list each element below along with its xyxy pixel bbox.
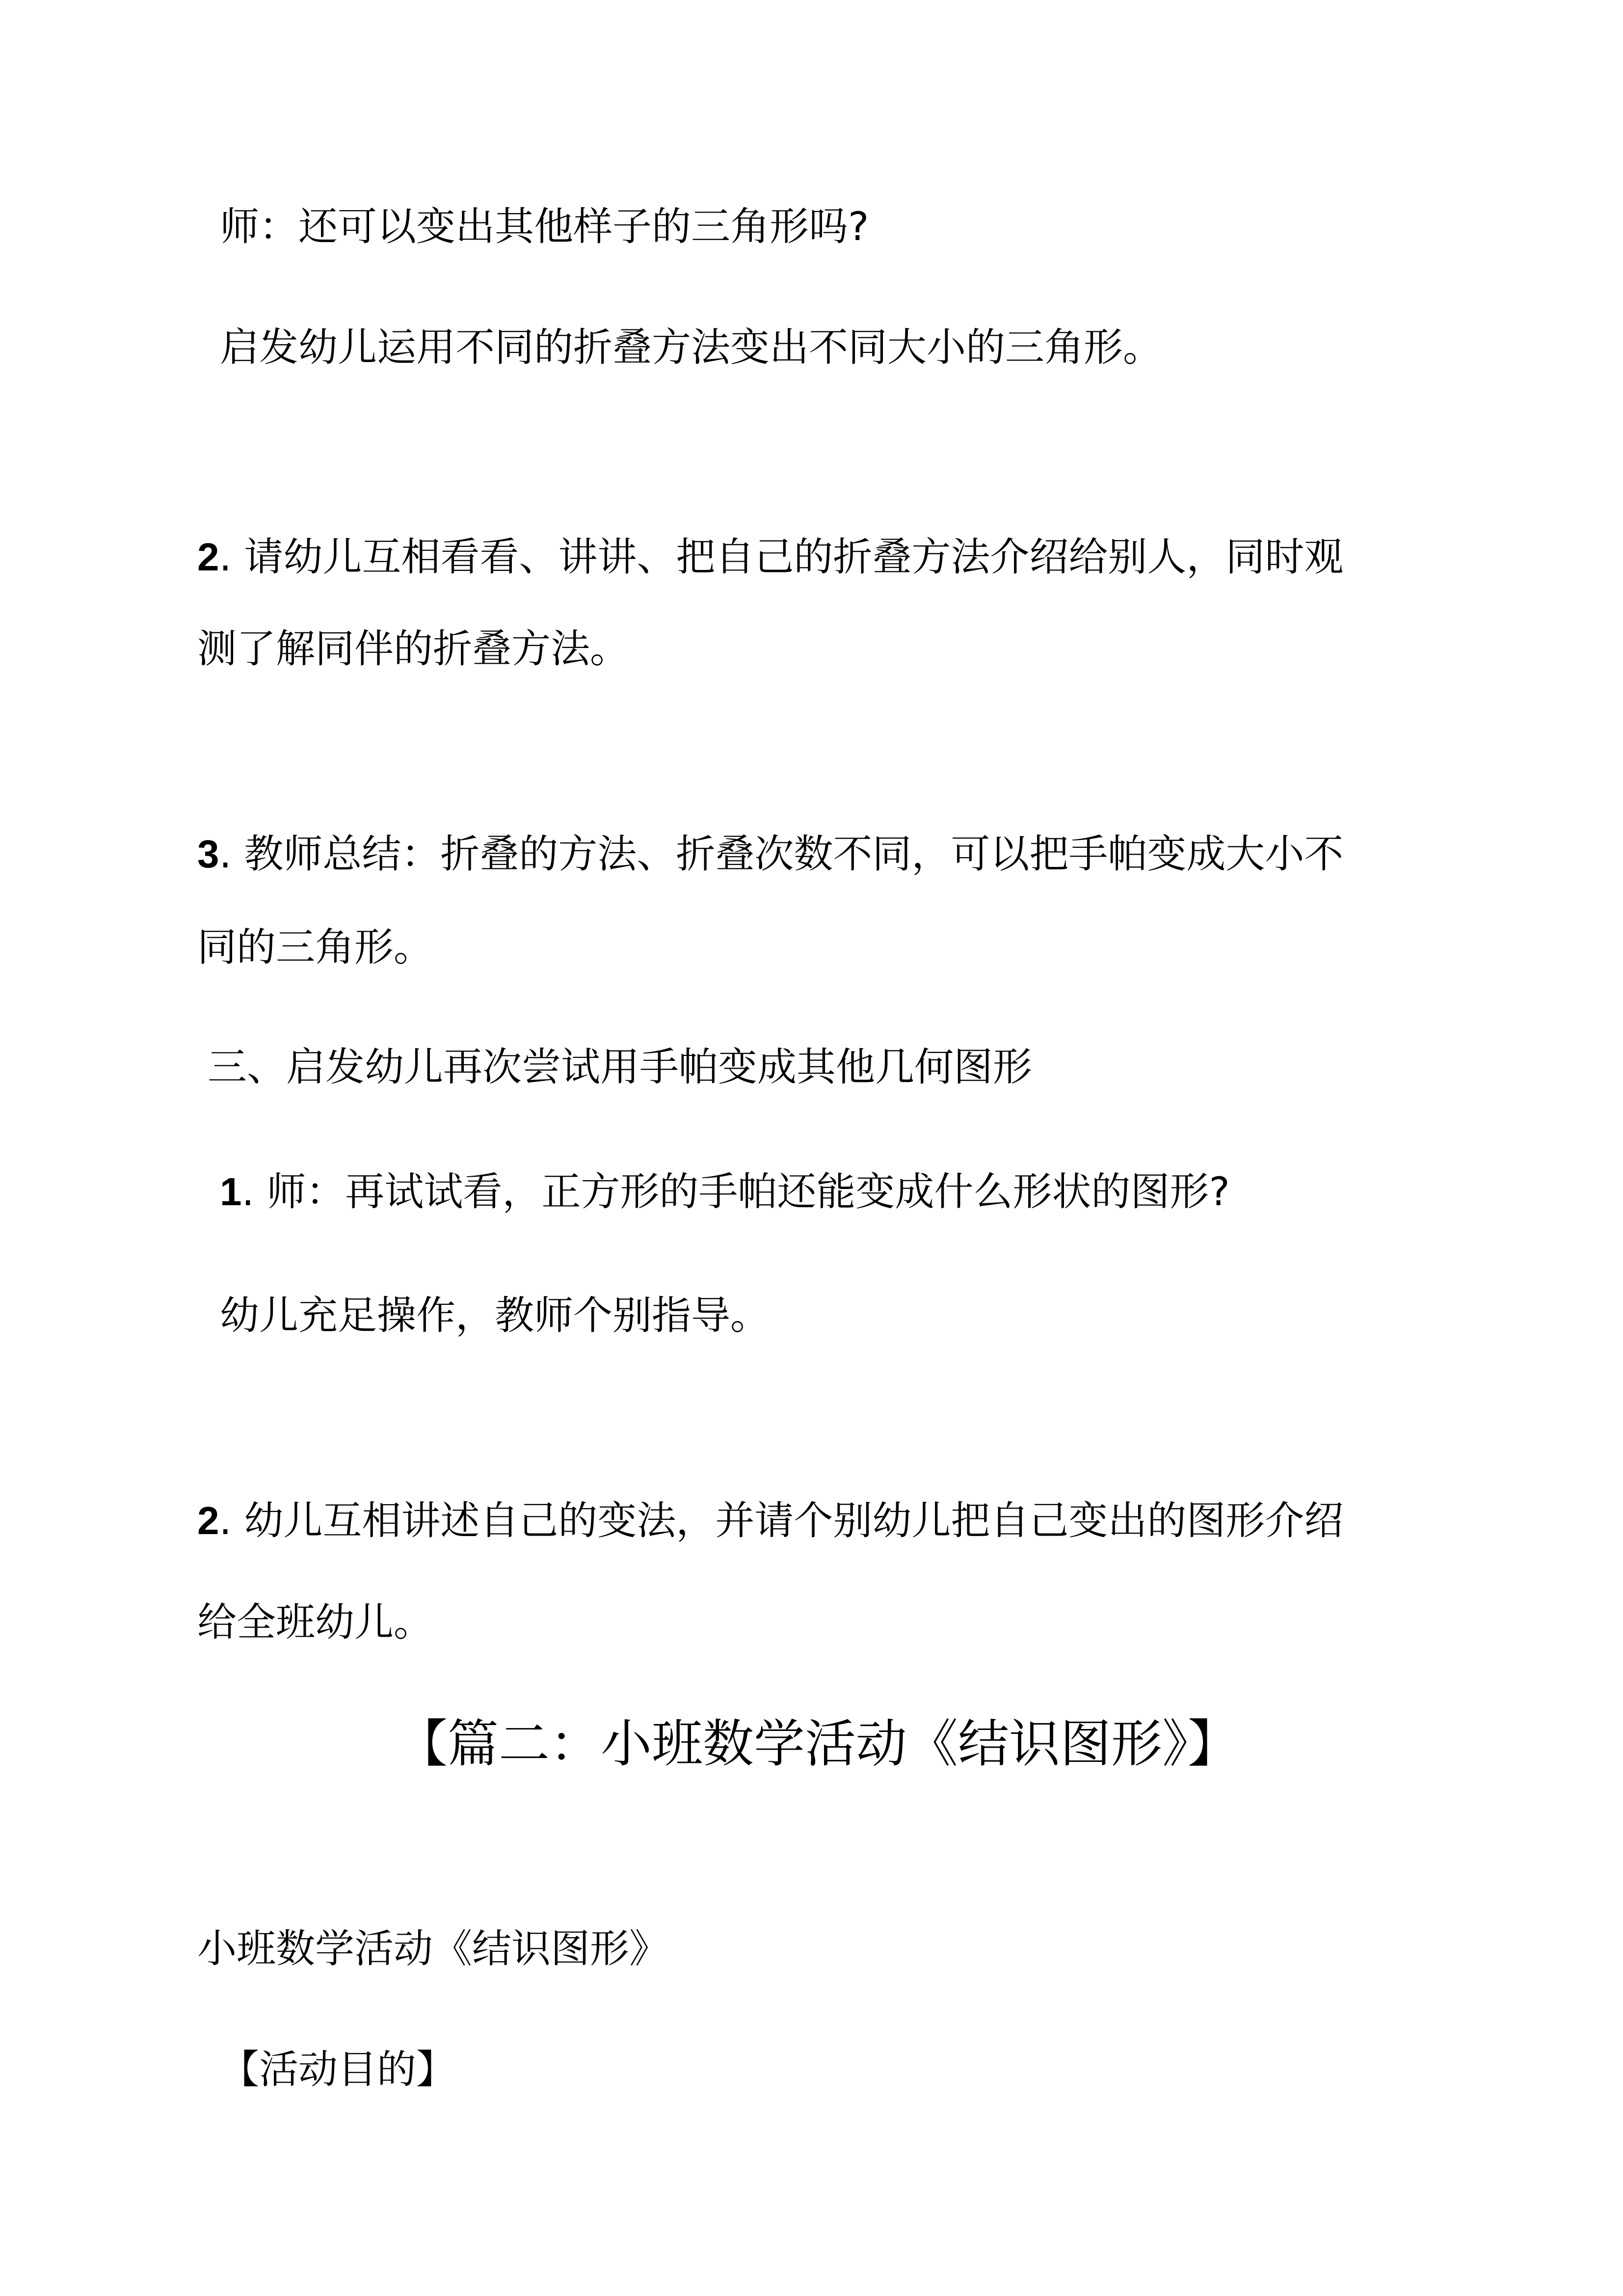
- paragraph-line: [220, 1293, 770, 1338]
- paragraph-line: [220, 324, 1162, 370]
- item-number: 2: [197, 535, 219, 579]
- subtitle-text: 小班数学活动《结识图形》: [197, 1926, 668, 1972]
- item-number: 3: [197, 832, 219, 876]
- item-number: 1: [220, 1170, 242, 1214]
- paragraph-line: [197, 1599, 433, 1645]
- line-text: . 师：再试试看，正方形的手帕还能变成什么形状的图形?: [241, 1169, 1230, 1215]
- line-text: 启发幼儿运用不同的折叠方法变出不同大小的三角形。: [220, 324, 1162, 370]
- line-text: 三、启发幼儿再次尝试用手帕变成其他几何图形: [208, 1044, 1032, 1090]
- line-text: . 幼儿互相讲述自己的变法，并请个别幼儿把自己变出的图形介绍: [219, 1498, 1344, 1543]
- line-text: . 教师总结：折叠的方法、折叠次数不同，可以把手帕变成大小不: [219, 831, 1344, 877]
- numbered-item: [197, 534, 1344, 580]
- item-number: 2: [197, 1499, 219, 1542]
- subheading: [220, 2047, 455, 2092]
- line-text: . 请幼儿互相看看、讲讲、把自己的折叠方法介绍给别人，同时观: [219, 534, 1344, 580]
- numbered-item: [220, 1169, 1230, 1215]
- section-heading-text: 【篇二：小班数学活动《结识图形》】: [397, 1714, 1239, 1774]
- document-subtitle: [197, 1926, 668, 1972]
- paragraph-line: [220, 204, 869, 249]
- line-text: 幼儿充足操作，教师个别指导。: [220, 1293, 770, 1338]
- line-text: 测了解同伴的折叠方法。: [197, 626, 629, 672]
- numbered-item: [197, 831, 1344, 877]
- line-text: 师：还可以变出其他样子的三角形吗?: [220, 204, 869, 249]
- line-text: 同的三角形。: [197, 924, 433, 970]
- paragraph-line: [197, 626, 629, 672]
- section-line: [208, 1044, 1032, 1090]
- section-heading: [397, 1714, 1239, 1774]
- paragraph-line: [197, 924, 433, 970]
- subheading-text: 【活动目的】: [220, 2047, 455, 2092]
- numbered-item: [197, 1498, 1344, 1543]
- line-text: 给全班幼儿。: [197, 1599, 433, 1645]
